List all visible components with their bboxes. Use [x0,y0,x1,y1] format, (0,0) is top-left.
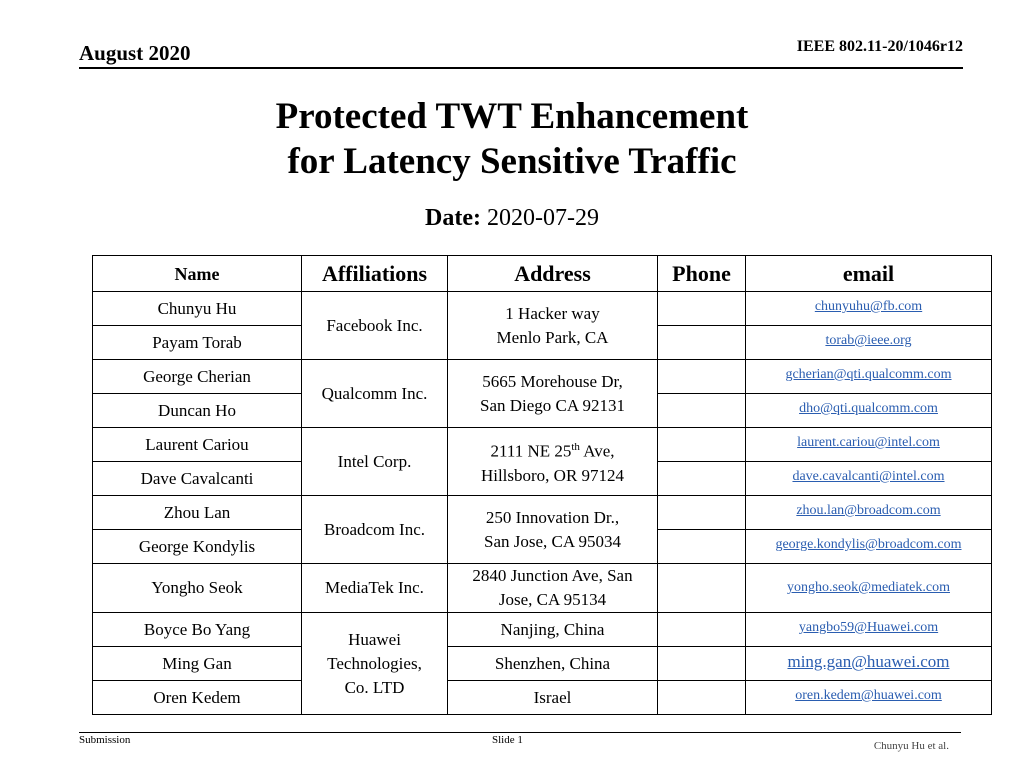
affiliation-cell: MediaTek Inc. [302,564,448,613]
author-name: Chunyu Hu [93,292,302,326]
phone-cell [658,428,746,462]
footer-divider [79,732,961,733]
phone-cell [658,326,746,360]
header-date: August 2020 [79,41,191,65]
phone-cell [658,292,746,326]
affiliation-cell: Facebook Inc. [302,292,448,360]
address-line: Hillsboro, OR 97124 [480,465,625,485]
header-email: email [746,256,992,292]
phone-cell [658,647,746,681]
email-link[interactable]: gcherian@qti.qualcomm.com [746,360,992,394]
table-row [93,564,992,613]
address-line: 250 Innovation Dr., [485,507,620,527]
address-cell: Israel [448,681,658,715]
authors-table [92,255,992,715]
address-line: Jose, CA 95134 [498,590,607,609]
author-name: Oren Kedem [93,681,302,715]
author-name: George Cherian [93,360,302,394]
affiliation-cell: Intel Corp. [302,428,448,496]
author-name: Boyce Bo Yang [93,613,302,647]
author-name: Duncan Ho [93,394,302,428]
email-link[interactable]: george.kondylis@broadcom.com [746,530,992,564]
author-name: Dave Cavalcanti [93,462,302,496]
header-address: Address [448,256,658,292]
address-line: Menlo Park, CA [496,327,609,347]
table-row [93,613,992,647]
address-cell [448,564,658,613]
phone-cell [658,496,746,530]
footer-author: Chunyu Hu et al. [873,740,949,752]
address-cell: Nanjing, China [448,613,658,647]
table-row [93,428,992,462]
header-name: Name [93,256,302,292]
affiliation-line: Co. LTD [344,677,405,697]
email-link[interactable]: dave.cavalcanti@intel.com [746,462,992,496]
phone-cell [658,530,746,564]
author-name: Zhou Lan [93,496,302,530]
email-link[interactable]: laurent.cariou@intel.com [746,428,992,462]
address-superscript: th [571,441,580,454]
address-line: San Diego CA 92131 [480,395,625,415]
phone-cell [658,613,746,647]
affiliation-line: Technologies, [327,653,422,673]
date-value: 2020-07-29 [486,205,599,231]
title-line-2: for Latency Sensitive Traffic [287,141,737,182]
footer-submission: Submission [79,734,131,746]
address-cell: Shenzhen, China [448,647,658,681]
email-link[interactable]: ming.gan@huawei.com [746,647,992,681]
author-name: Yongho Seok [93,564,302,613]
address-text: Ave, [579,441,615,461]
slide-title [0,94,1024,184]
table-row [93,360,992,394]
table-row [93,292,992,326]
header-doc-id: IEEE 802.11-20/1046r12 [796,38,963,55]
table-row [93,496,992,530]
title-line-1: Protected TWT Enhancement [275,96,749,137]
address-cell [448,292,658,360]
affiliation-cell: Broadcom Inc. [302,496,448,564]
address-cell [448,496,658,564]
email-link[interactable]: zhou.lan@broadcom.com [746,496,992,530]
slide-date [0,205,1024,232]
footer-slide-number: Slide 1 [492,734,523,746]
email-link[interactable]: yongho.seok@mediatek.com [746,564,992,613]
affiliation-cell: Qualcomm Inc. [302,360,448,428]
table-row [93,681,992,715]
header-divider [79,67,963,69]
email-link[interactable]: oren.kedem@huawei.com [746,681,992,715]
email-link[interactable]: torab@ieee.org [746,326,992,360]
author-name: Laurent Cariou [93,428,302,462]
phone-cell [658,360,746,394]
address-cell [448,428,658,496]
affiliation-cell [302,613,448,715]
author-name: George Kondylis [93,530,302,564]
affiliation-line: Huawei [348,629,401,649]
table-row [93,647,992,681]
phone-cell [658,462,746,496]
author-name: Payam Torab [93,326,302,360]
date-label: Date: [425,205,481,231]
address-line [452,435,653,464]
header-affiliations: Affiliations [302,256,448,292]
email-link[interactable]: yangbo59@Huawei.com [746,613,992,647]
phone-cell [658,564,746,613]
address-line: San Jose, CA 95034 [484,531,621,551]
phone-cell [658,681,746,715]
email-link[interactable]: chunyuhu@fb.com [746,292,992,326]
address-cell [448,360,658,428]
table-header-row [93,256,992,292]
email-link[interactable]: dho@qti.qualcomm.com [746,394,992,428]
address-line: 2840 Junction Ave, San [472,566,633,585]
phone-cell [658,394,746,428]
address-text: 2111 NE 25 [490,441,572,461]
header-phone: Phone [658,256,746,292]
address-line: 1 Hacker way [505,303,600,323]
address-line: 5665 Morehouse Dr, [482,371,623,391]
author-name: Ming Gan [93,647,302,681]
